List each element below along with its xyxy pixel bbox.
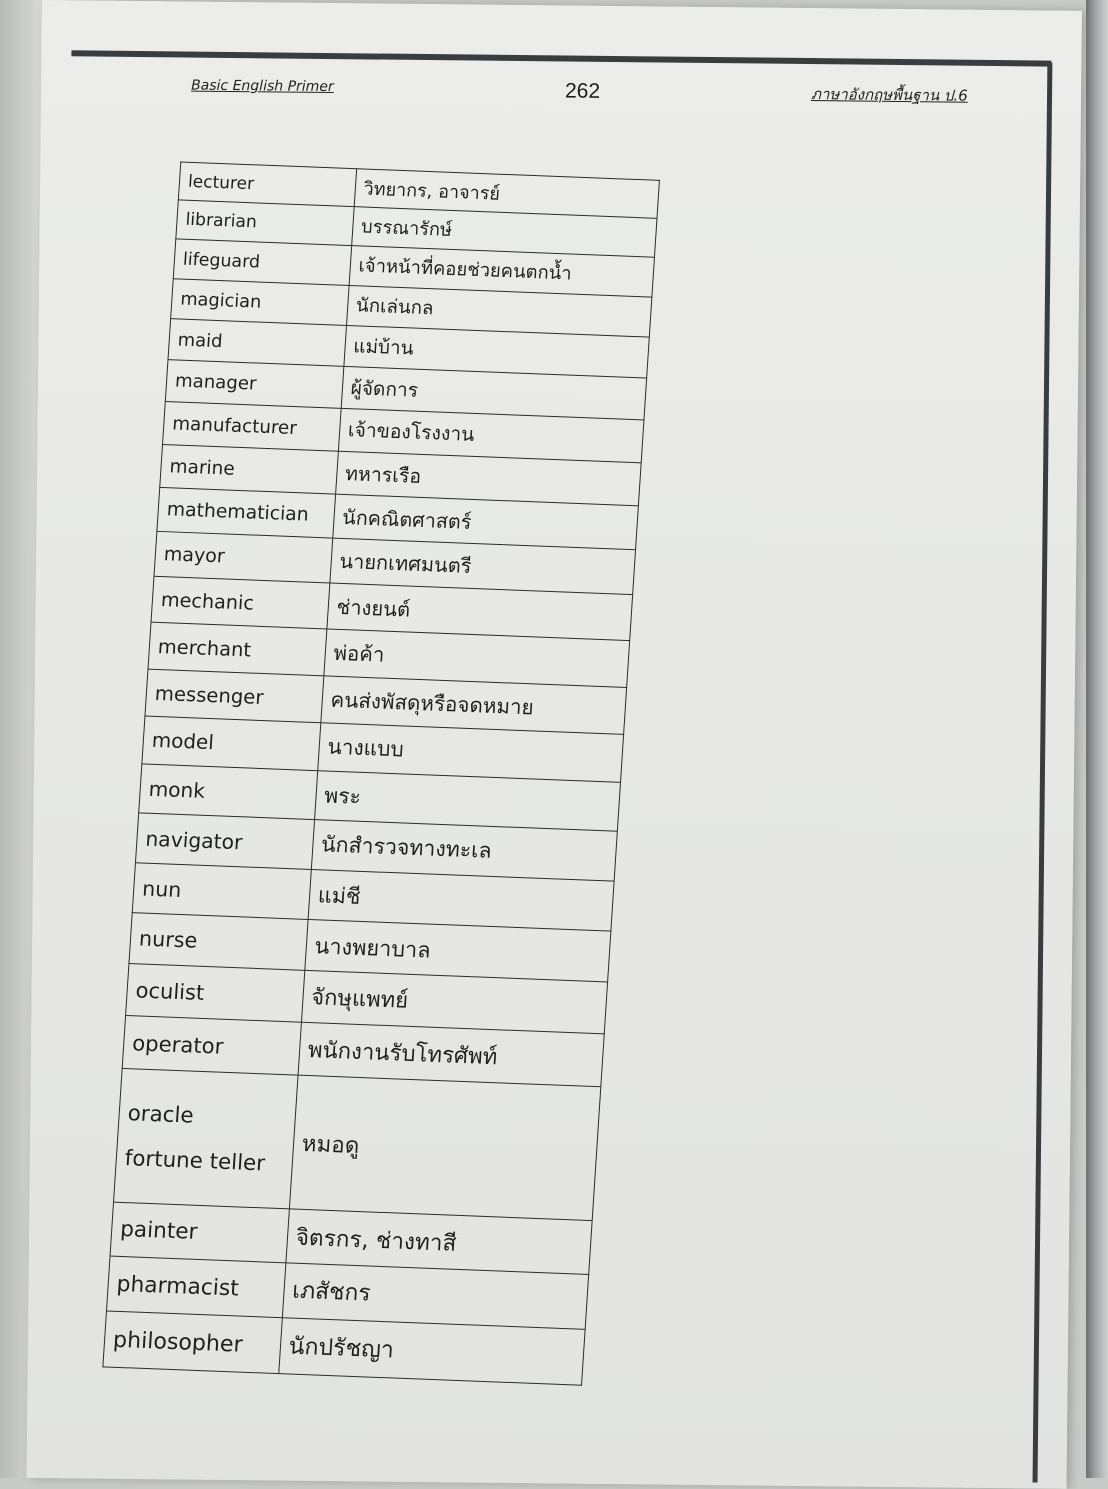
- english-word: lifeguard: [182, 249, 261, 273]
- english-word-cell: [157, 487, 335, 538]
- thai-meaning: เจ้าของโรงงาน: [347, 418, 476, 446]
- thai-meaning: จักษุแพทย์: [310, 985, 409, 1014]
- binding-edge: [1086, 0, 1108, 1478]
- english-word: philosopher: [112, 1326, 244, 1358]
- thai-meaning: นักเล่นกล: [355, 295, 435, 320]
- thai-meaning-cell: [278, 1318, 585, 1386]
- english-word-cell: [171, 279, 349, 326]
- thai-meaning: พ่อค้า: [332, 640, 386, 667]
- english-word-cell: [176, 200, 354, 246]
- english-word-cell: [145, 669, 324, 723]
- thai-meaning: นายกเทศมนตรี: [338, 548, 473, 578]
- thai-meaning: พนักงานรับโทรศัพท์: [307, 1037, 499, 1071]
- english-word: messenger: [154, 681, 265, 709]
- thai-meaning: นักสำรวจทางทะเล: [320, 832, 493, 864]
- english-word: operator: [131, 1029, 225, 1059]
- english-word-cell: [129, 913, 308, 971]
- thai-meaning: นางพยาบาล: [313, 933, 432, 964]
- thai-meaning: นักคณิตศาสตร์: [341, 505, 473, 534]
- vocabulary-table-body: [103, 162, 660, 1385]
- english-word: magician: [179, 289, 262, 313]
- side-rule: [1033, 63, 1053, 1483]
- english-word: manufacturer: [171, 412, 298, 439]
- thai-meaning: บรรณารักษ์: [360, 215, 453, 241]
- english-word: fortune teller: [124, 1145, 266, 1176]
- english-word-cell: [154, 531, 333, 583]
- thai-meaning: นางแบบ: [326, 734, 405, 762]
- english-word: mechanic: [160, 588, 255, 615]
- page-number: 262: [564, 79, 601, 103]
- english-word: model: [151, 728, 215, 755]
- running-header-thai-title: ภาษาอังกฤษพื้นฐาน ป.6: [810, 85, 968, 105]
- english-word: painter: [119, 1216, 199, 1245]
- thai-meaning: ทหารเรือ: [344, 461, 422, 488]
- english-word-cell: [122, 1015, 301, 1075]
- thai-meaning: นักปรัชญา: [287, 1333, 395, 1364]
- thai-meaning: แม่ชี: [317, 882, 362, 910]
- english-word-cell: [160, 444, 338, 494]
- thai-meaning-cell: [289, 1075, 601, 1220]
- english-word: pharmacist: [115, 1271, 240, 1302]
- english-word-cell: [163, 402, 341, 452]
- english-word: navigator: [144, 826, 244, 854]
- english-word: monk: [147, 776, 206, 803]
- english-word-cell: [126, 964, 305, 1023]
- english-word-cell: [173, 239, 351, 286]
- running-header-title: Basic English Primer: [191, 77, 334, 96]
- english-word: nurse: [138, 926, 199, 953]
- english-word: oculist: [134, 977, 206, 1005]
- english-word-cell: [139, 764, 318, 820]
- english-word-cell: [168, 319, 346, 367]
- english-word-cell: [135, 813, 314, 870]
- vocab-row: [114, 1068, 601, 1220]
- thai-meaning: พระ: [323, 781, 362, 809]
- english-word: mathematician: [166, 499, 310, 526]
- english-word: maid: [177, 329, 224, 352]
- thai-meaning: แม่บ้าน: [352, 335, 415, 360]
- english-word: lecturer: [187, 171, 255, 194]
- thai-meaning: เจ้าหน้าที่คอยช่วยคนตกน้ำ: [357, 255, 573, 285]
- english-word: librarian: [184, 209, 258, 233]
- english-word: oracle: [126, 1100, 195, 1129]
- english-word-cell: [106, 1256, 285, 1318]
- thai-meaning: คนส่งพัสดุหรือจดหมาย: [329, 687, 535, 719]
- english-word-cell: [114, 1068, 298, 1209]
- thai-meaning: จิตรกร, ช่างทาสี: [294, 1224, 458, 1257]
- header-rule: [71, 50, 1051, 66]
- english-word: nun: [141, 876, 183, 902]
- english-word: merchant: [157, 634, 252, 662]
- book-page: [27, 0, 1082, 1489]
- english-word-cell: [132, 863, 311, 920]
- english-word-cell: [148, 622, 327, 676]
- thai-meaning: เภสัชกร: [291, 1277, 372, 1307]
- thai-meaning: ช่างยนต์: [335, 594, 411, 622]
- vocabulary-table: [102, 161, 660, 1385]
- english-word-cell: [110, 1202, 289, 1263]
- english-word-cell: [151, 576, 330, 629]
- thai-meaning: วิทยากร, อาจารย์: [362, 178, 501, 205]
- english-word-cell: [165, 360, 343, 409]
- english-word: manager: [174, 370, 258, 395]
- english-word: mayor: [163, 543, 226, 568]
- english-word-cell: [103, 1311, 282, 1374]
- thai-meaning: หมอดู: [301, 1130, 361, 1159]
- english-word: marine: [168, 455, 236, 480]
- thai-meaning: ผู้จัดการ: [350, 375, 419, 402]
- english-word-cell: [142, 716, 321, 771]
